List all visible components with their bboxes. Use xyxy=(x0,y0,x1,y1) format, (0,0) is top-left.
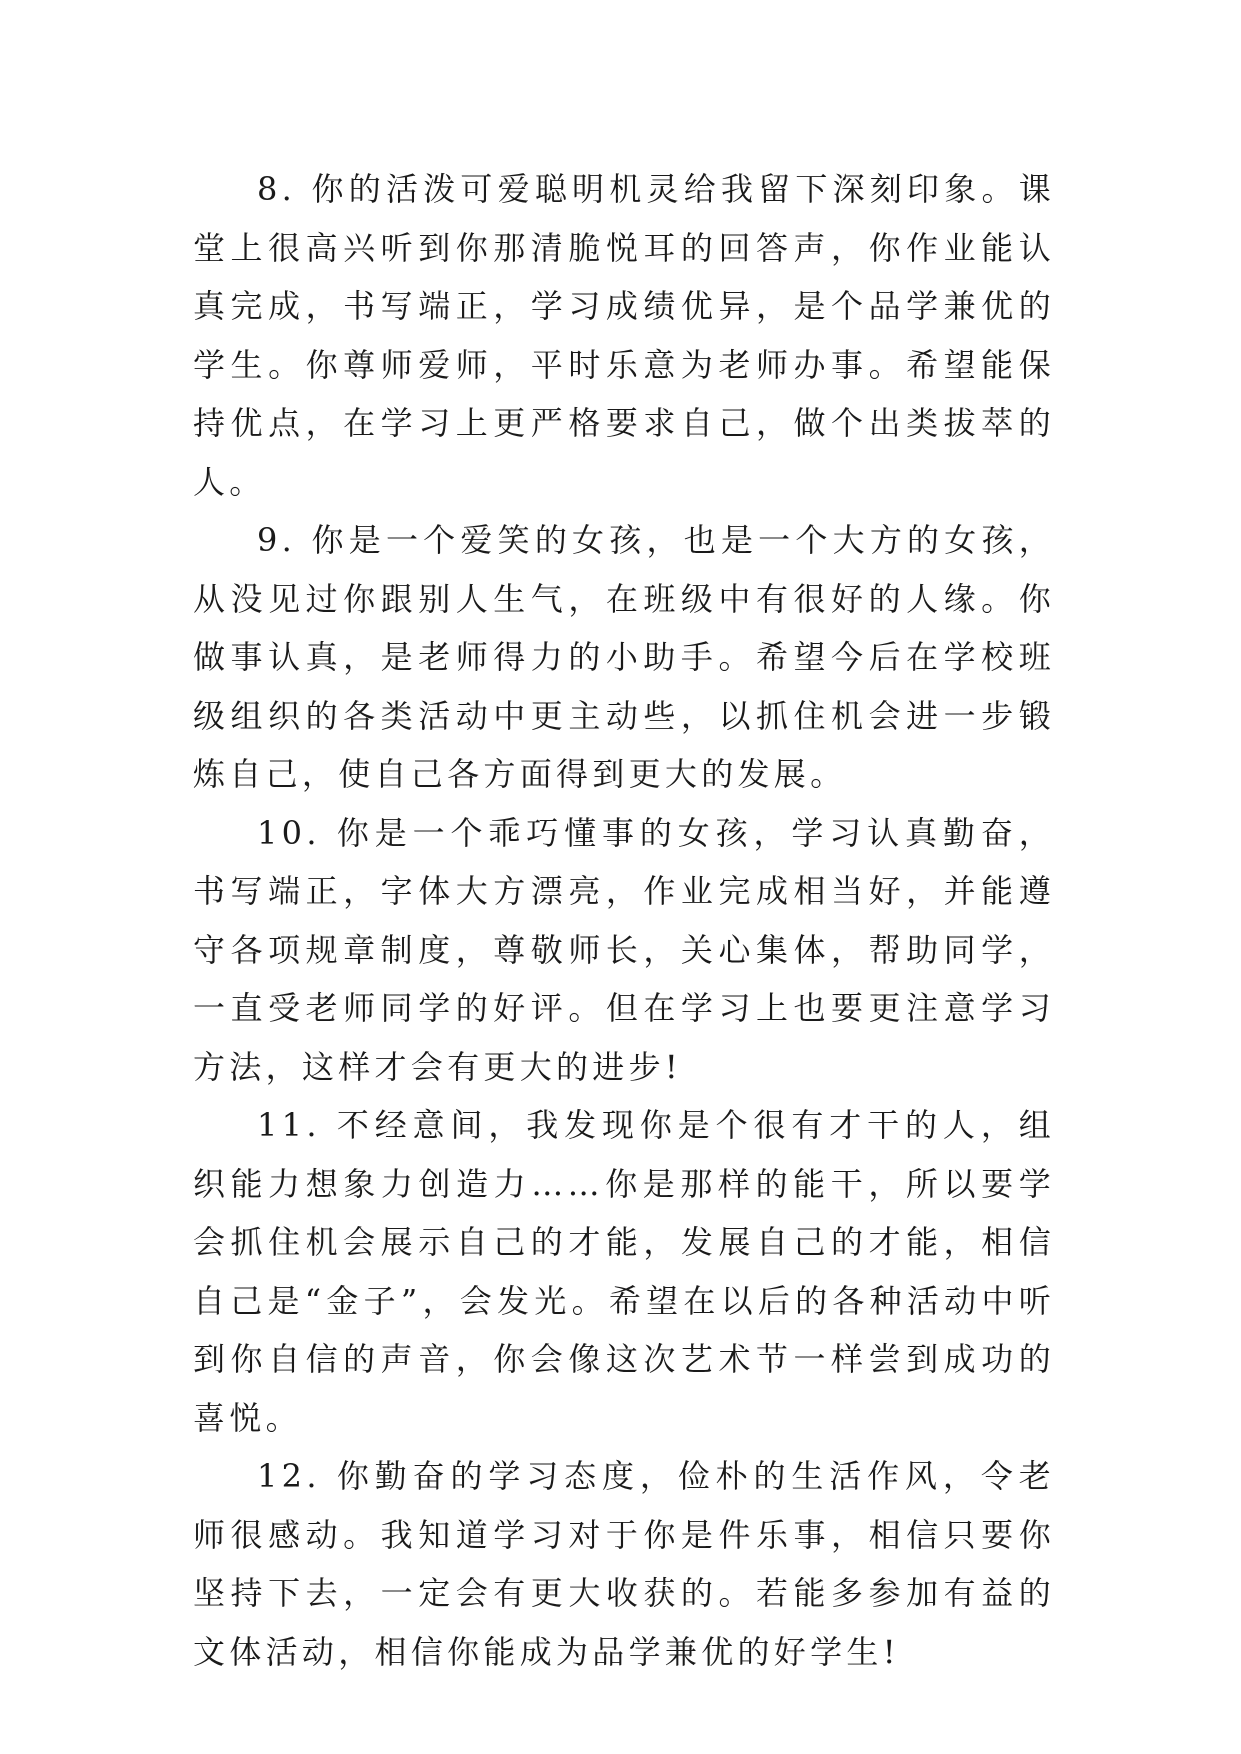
document-body xyxy=(193,160,1055,1681)
comment-paragraph-12: 12. 你勤奋的学习态度，俭朴的生活作风，令老师很感动。我知道学习对于你是件乐事，相信只要你坚持下去，一定会有更大收获的。若能多参加有益的文体活动，相信你能成为品学兼优的好学生! xyxy=(193,1457,1055,1671)
comment-paragraph-10: 10. 你是一个乖巧懂事的女孩，学习认真勤奋，书写端正，字体大方漂亮，作业完成相当好，并能遵守各项规章制度，尊敬师长，关心集体，帮助同学，一直受老师同学的好评。但在学习上也要更注意学习方法，这样才会有更大的进步! xyxy=(193,813,1055,1086)
comment-paragraph-11: 11. 不经意间，我发现你是个很有才干的人，组织能力想象力创造力……你是那样的能干，所以要学会抓住机会展示自己的才能，发展自己的才能，相信自己是“金子”，会发光。希望在以后的各种活动中听到你自信的声音，你会像这次艺术节一样尝到成功的喜悦。 xyxy=(193,1106,1055,1437)
comment-paragraph-9: 9. 你是一个爱笑的女孩，也是一个大方的女孩，从没见过你跟别人生气，在班级中有很好的人缘。你做事认真，是老师得力的小助手。希望今后在学校班级组织的各类活动中更主动些，以抓住机会进一步锻炼自己，使自己各方面得到更大的发展。 xyxy=(193,521,1055,793)
comment-paragraph-8: 8. 你的活泼可爱聪明机灵给我留下深刻印象。课堂上很高兴听到你那清脆悦耳的回答声，你作业能认真完成，书写端正，学习成绩优异，是个品学兼优的学生。你尊师爱师，平时乐意为老师办事。希望能保持优点，在学习上更严格要求自己，做个出类拔萃的人。 xyxy=(193,170,1055,501)
